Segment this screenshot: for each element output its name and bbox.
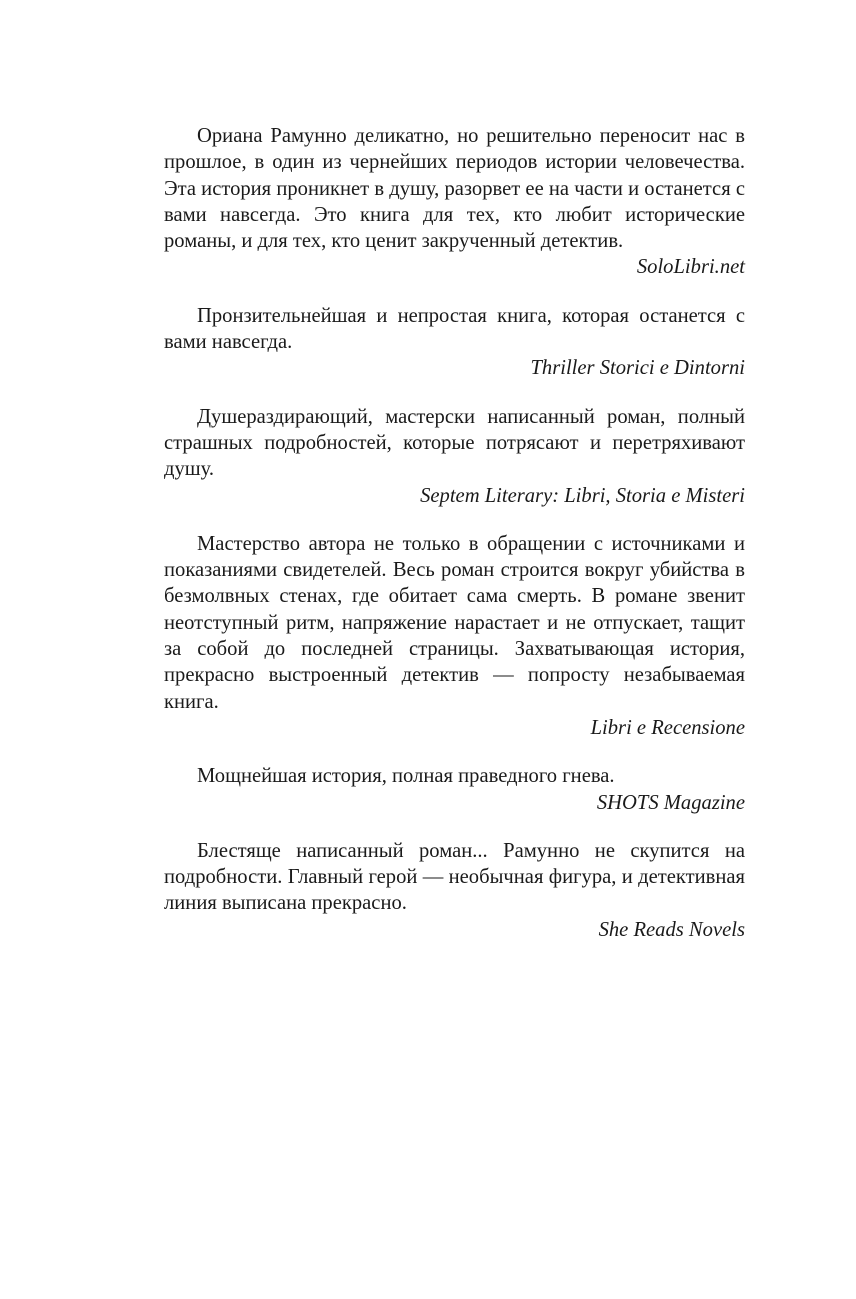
review-source: She Reads Novels <box>598 918 745 941</box>
review-3 <box>164 404 745 509</box>
review-text: Блестяще написанный роман... Рамунно не скупится на подробности. Главный герой — необычная фигура, и детективная линия выписана прекрасно. <box>164 839 745 915</box>
review-6 <box>164 838 745 943</box>
review-text: Душераздирающий, мастерски написанный роман, полный страшных подробностей, которые потрясают и перетряхивают душу. <box>164 405 745 481</box>
review-source: Septem Literary: Libri, Storia e Misteri <box>420 484 745 507</box>
review-5 <box>164 763 745 816</box>
review-text: Ориана Рамунно деликатно, но решительно переносит нас в прошлое, в один из чернейших периодов истории человечества. Эта история проникнет в душу, разорвет ее на части и останется с вами навсегда. Это книга для тех, кто любит исторические романы, и для тех, кто ценит закрученный детектив. <box>164 125 745 253</box>
review-source: SoloLibri.net <box>636 256 745 279</box>
review-source: Libri e Recensione <box>590 716 745 739</box>
reviews-page <box>164 123 745 965</box>
review-2 <box>164 303 745 382</box>
review-text: Пронзительнейшая и непростая книга, которая останется с вами навсегда. <box>164 304 745 354</box>
review-4 <box>164 531 745 741</box>
review-1 <box>164 123 745 281</box>
review-text: Мастерство автора не только в обращении с источниками и показаниями свидетелей. Весь роман строится вокруг убийства в безмолвных стенах, где обитает сама смерть. В романе звенит неотступный ритм, напряжение нарастает и не отпускает, тащит за собой до последней страницы. Захватывающая история, прекрасно выстроенный детектив — попросту незабываемая книга. <box>164 532 745 713</box>
review-source: SHOTS Magazine <box>596 791 745 814</box>
review-source: Thriller Storici e Dintorni <box>530 357 745 380</box>
review-text: Мощнейшая история, полная праведного гнева. <box>197 765 615 788</box>
